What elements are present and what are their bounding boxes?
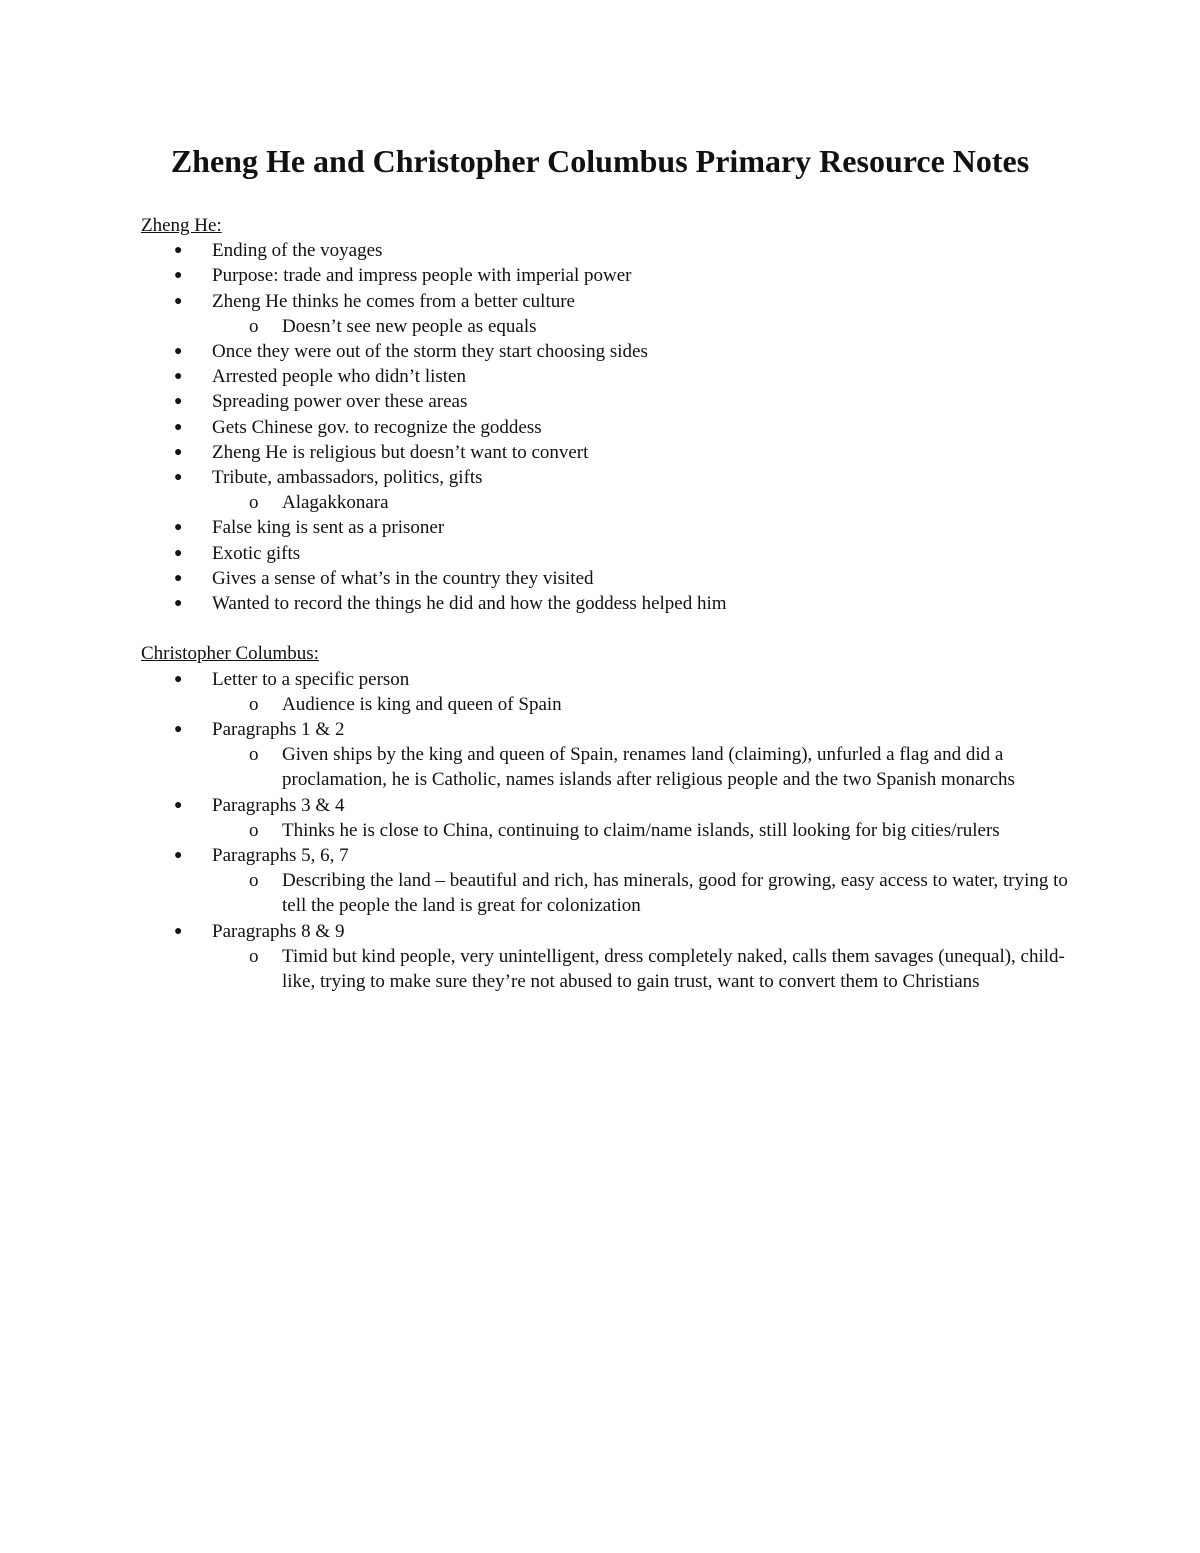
sub-list-item [141,818,1071,843]
bullet-list [141,667,1071,995]
list-item-text: Gives a sense of what’s in the country they visited [212,567,594,589]
hollow-bullet-icon: o [249,315,259,337]
list-item-text: Gets Chinese gov. to recognize the goddess [212,416,542,438]
sub-list-item-text: Describing the land – beautiful and rich, has minerals, good for growing, easy access to water, trying to tell the people the land is great for colonization [282,870,1068,917]
hollow-bullet-icon: o [249,870,259,892]
bullet-icon: ● [174,520,183,536]
bullet-icon: ● [174,848,183,864]
sub-bullet-list [212,818,1071,843]
bullet-icon: ● [174,470,183,486]
list-item-text: Wanted to record the things he did and how the goddess helped him [212,593,727,615]
list-item-text: Letter to a specific person [212,668,410,690]
list-item [141,389,1071,414]
list-item-text: Zheng He thinks he comes from a better culture [212,290,575,312]
sub-list-item [141,944,1071,994]
hollow-bullet-icon: o [249,945,259,967]
sub-list-item [141,314,1071,339]
bullet-icon: ● [174,344,183,359]
hollow-bullet-icon: o [249,693,259,715]
notes-body [141,213,1071,994]
bullet-icon: ● [174,444,183,460]
bullet-icon: ● [174,596,183,612]
list-item [141,515,1071,540]
list-item-text: Paragraphs 3 & 4 [212,794,345,816]
list-item-text: Arrested people who didn’t listen [212,366,466,388]
list-item [141,566,1071,591]
section-heading: Zheng He: [141,215,222,236]
sub-list-item-text: Timid but kind people, very unintelligent, dress completely naked, calls them savages (unequal), child-like, trying to make sure they’re not abused to gain trust, want to convert them to Christians [282,945,1065,993]
sub-bullet-list [212,490,1071,515]
list-item [141,465,1071,515]
list-item [141,440,1071,465]
list-item [141,591,1071,616]
list-item-text: Purpose: trade and impress people with imperial power [212,265,632,287]
sub-list-item-text: Doesn’t see new people as equals [282,315,537,337]
section-heading: Christopher Columbus: [141,643,319,665]
list-item-text: Exotic gifts [212,542,301,564]
list-item [141,364,1071,389]
bullet-icon: ● [174,369,183,385]
hollow-bullet-icon: o [249,819,259,841]
list-item-text: Paragraphs 1 & 2 [212,719,345,741]
sub-list-item [141,742,1071,792]
bullet-icon: ● [174,419,183,435]
section-spacer [141,616,1071,641]
list-item [141,843,1071,919]
list-item [141,415,1071,440]
list-item [141,541,1071,566]
sub-list-item [141,490,1071,515]
bullet-list [141,238,1071,616]
sub-bullet-list [212,944,1071,994]
list-item-text: Ending of the voyages [212,240,383,262]
bullet-icon: ● [174,545,183,561]
bullet-icon: ● [174,923,183,939]
sub-bullet-list [212,314,1071,339]
list-item [141,263,1071,288]
sub-list-item [141,868,1071,918]
bullet-icon: ● [174,243,183,259]
list-item-text: False king is sent as a prisoner [212,517,445,539]
sub-bullet-list [212,868,1071,918]
list-item-text: Paragraphs 8 & 9 [212,920,345,942]
bullet-icon: ● [174,570,183,586]
list-item-text: Once they were out of the storm they start choosing sides [212,341,648,362]
sub-bullet-list [212,692,1071,717]
list-item-text: Zheng He is religious but doesn’t want to convert [212,441,589,463]
sub-list-item-text: Thinks he is close to China, continuing to claim/name islands, still looking for big cities/rulers [282,819,1000,841]
list-item [141,289,1071,339]
sub-list-item-text: Audience is king and queen of Spain [282,693,562,715]
list-item [141,238,1071,263]
bullet-icon: ● [174,797,183,813]
bullet-icon: ● [174,671,183,687]
list-item [141,919,1071,995]
bullet-icon: ● [174,268,183,284]
page-title: Zheng He and Christopher Columbus Primary Resource Notes [170,143,1030,179]
list-item [141,667,1071,717]
bullet-icon: ● [174,293,183,309]
sub-bullet-list [212,742,1071,792]
hollow-bullet-icon: o [249,744,259,766]
list-item [141,339,1071,364]
list-item-text: Spreading power over these areas [212,391,468,413]
list-item [141,793,1071,843]
sub-list-item-text: Given ships by the king and queen of Spain, renames land (claiming), unfurled a flag and did a proclamation, he is Catholic, names islands after religious people and the two Spanish monarchs [282,744,1015,791]
hollow-bullet-icon: o [249,492,259,514]
sub-list-item [141,692,1071,717]
list-item-text: Paragraphs 5, 6, 7 [212,845,349,867]
list-item [141,717,1071,793]
list-item-text: Tribute, ambassadors, politics, gifts [212,467,483,489]
bullet-icon: ● [174,722,183,738]
sub-list-item-text: Alagakkonara [282,492,389,514]
bullet-icon: ● [174,394,183,410]
